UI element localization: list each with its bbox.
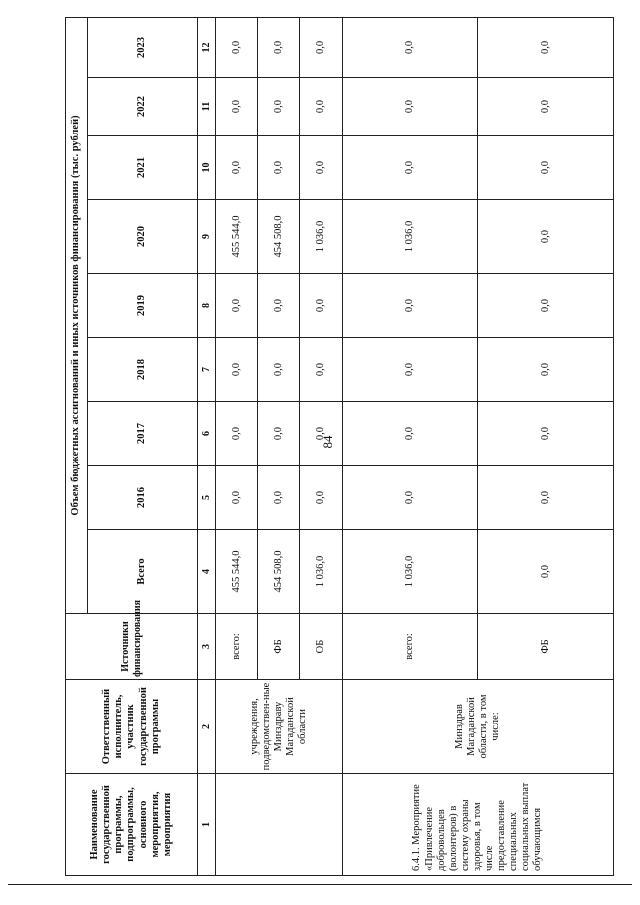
header-year: 2016 — [88, 466, 198, 530]
col-number: 7 — [198, 338, 216, 402]
cell-value: 0,0 — [478, 530, 614, 614]
row-executor: Минздрав Магаданской области, в том числе: — [342, 680, 613, 774]
table-row — [342, 17, 478, 875]
cell-value: 0,0 — [300, 78, 342, 136]
cell-value: 0,0 — [216, 402, 258, 466]
col-number: 8 — [198, 274, 216, 338]
col-number: 4 — [198, 530, 216, 614]
col-number: 6 — [198, 402, 216, 466]
cell-value: 0,0 — [478, 136, 614, 200]
row-source: ОБ — [300, 614, 342, 680]
row-name: 6.4.1. Мероприятие «Привлечение добровольцев (волонтеров) в систему охраны здоровья, в том числе предоставление специальных социальных выплат обучающимся — [342, 774, 613, 876]
cell-value: 0,0 — [300, 338, 342, 402]
cell-value: 0,0 — [300, 274, 342, 338]
cell-value: 0,0 — [342, 17, 478, 77]
cell-value: 0,0 — [478, 402, 614, 466]
cell-value: 0,0 — [478, 78, 614, 136]
bottom-rule — [8, 884, 632, 885]
col-number: 10 — [198, 136, 216, 200]
cell-value: 0,0 — [300, 136, 342, 200]
cell-value: 0,0 — [216, 274, 258, 338]
cell-value: 0,0 — [342, 78, 478, 136]
table-row — [216, 17, 258, 875]
header-year: 2020 — [88, 200, 198, 274]
funding-table-rotated — [65, 18, 614, 876]
cell-value: 0,0 — [478, 466, 614, 530]
cell-value: 455 544,0 — [216, 530, 258, 614]
cell-value: 0,0 — [478, 274, 614, 338]
cell-value: 0,0 — [342, 136, 478, 200]
cell-value: 0,0 — [216, 78, 258, 136]
cell-value: 0,0 — [258, 402, 300, 466]
cell-value: 0,0 — [342, 466, 478, 530]
header-year: 2022 — [88, 78, 198, 136]
cell-value: 454 508,0 — [258, 200, 300, 274]
col-number: 5 — [198, 466, 216, 530]
cell-value: 0,0 — [342, 338, 478, 402]
cell-value: 0,0 — [216, 17, 258, 77]
cell-value: 0,0 — [478, 338, 614, 402]
row-source: ФБ — [478, 614, 614, 680]
cell-value: 0,0 — [258, 78, 300, 136]
row-source: всего: — [216, 614, 258, 680]
page-number: 84 — [320, 435, 335, 449]
row-source: всего: — [342, 614, 478, 680]
col-number: 12 — [198, 17, 216, 77]
cell-value: 0,0 — [216, 136, 258, 200]
cell-value: 0,0 — [216, 466, 258, 530]
header-year: 2023 — [88, 17, 198, 77]
cell-value: 0,0 — [478, 200, 614, 274]
col-number: 11 — [198, 78, 216, 136]
cell-value: 0,0 — [478, 17, 614, 77]
cell-value: 1 036,0 — [300, 200, 342, 274]
cell-value: 0,0 — [258, 136, 300, 200]
header-volume-title: Объем бюджетных ассигнований и иных источников финансирования (тыс. рублей) — [66, 17, 88, 613]
cell-value: 0,0 — [216, 338, 258, 402]
header-year: 2018 — [88, 338, 198, 402]
cell-value: 0,0 — [342, 402, 478, 466]
cell-value: 455 544,0 — [216, 200, 258, 274]
row-source: ФБ — [258, 614, 300, 680]
cell-value: 0,0 — [300, 466, 342, 530]
col-number: 1 — [198, 774, 216, 876]
col-number: 3 — [198, 614, 216, 680]
header-year: 2017 — [88, 402, 198, 466]
cell-value: 1 036,0 — [300, 530, 342, 614]
cell-value: 1 036,0 — [342, 200, 478, 274]
cell-value: 0,0 — [342, 274, 478, 338]
cell-value: 454 508,0 — [258, 530, 300, 614]
header-name: Наименование государственной программы, подпрограммы, основного мероприятия, мероприятия — [66, 774, 198, 876]
header-year: 2021 — [88, 136, 198, 200]
cell-value: 0,0 — [258, 17, 300, 77]
header-year: 2019 — [88, 274, 198, 338]
col-number: 2 — [198, 680, 216, 774]
col-number: 9 — [198, 200, 216, 274]
cell-value: 1 036,0 — [342, 530, 478, 614]
cell-value: 0,0 — [300, 402, 342, 466]
cell-value: 0,0 — [258, 466, 300, 530]
cell-value: 0,0 — [258, 338, 300, 402]
header-total: Всего — [88, 530, 198, 614]
header-executor: Ответственный исполнитель, участник государственной программы — [66, 680, 198, 774]
row-executor: учреждения, подведомствен-ные Минздраву Магаданской области — [216, 680, 343, 774]
header-source: Источники финансирования — [66, 614, 198, 680]
funding-table — [65, 17, 614, 876]
cell-value: 0,0 — [300, 17, 342, 77]
cell-value: 0,0 — [258, 274, 300, 338]
row-name — [216, 774, 343, 876]
